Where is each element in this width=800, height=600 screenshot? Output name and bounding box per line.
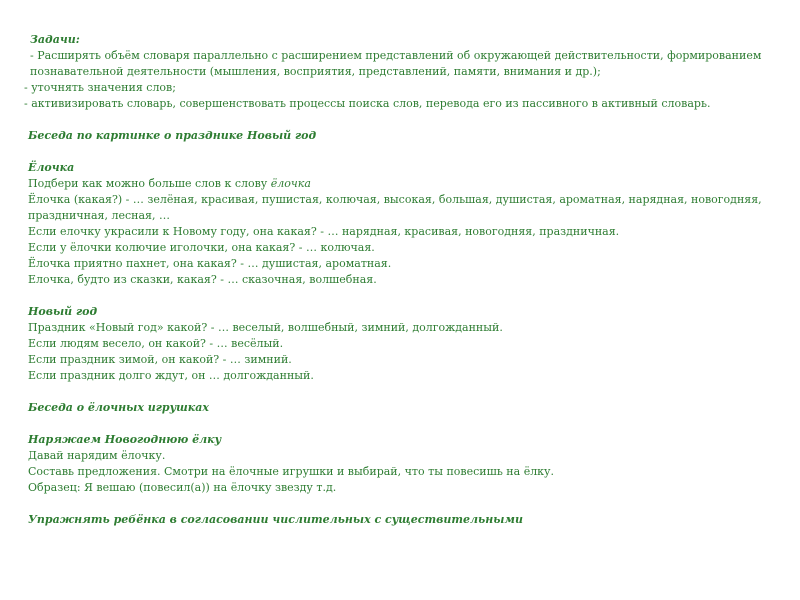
yolochka-prompt-word: ёлочка [270,177,311,190]
yolochka-prompt-text: Подбери как можно больше слов к слову [28,177,271,190]
newyear-heading: Новый год [28,305,98,318]
yolochka-line-1: Ёлочка (какая?) - … зелёная, красивая, пушистая, колючая, высокая, большая, душистая, ароматная, нарядная, новогодняя, [28,193,762,206]
tasks-heading: Задачи: [30,33,80,46]
tasks-item-2: - уточнять значения слов; [24,81,176,94]
section-heading-numerals: Упражнять ребёнка в согласовании числительных с существительными [28,513,523,526]
yolochka-line-6: Елочка, будто из сказки, какая? - … сказочная, волшебная. [28,273,377,286]
decorate-line-2: Составь предложения. Смотри на ёлочные игрушки и выбирай, что ты повесишь на ёлку. [28,465,555,478]
section-heading-ornaments: Беседа о ёлочных игрушках [28,401,209,414]
tasks-item-1-line-1: - Расширять объём словаря параллельно с расширением представлений об окружающей действительности, формированием [30,49,762,62]
yolochka-line-3: Если елочку украсили к Новому году, она какая? - … нарядная, красивая, новогодняя, праздничная. [28,225,620,238]
yolochka-line-5: Ёлочка приятно пахнет, она какая? - … душистая, ароматная. [28,257,392,270]
newyear-line-2: Если людям весело, он какой? - … весёлый. [28,337,284,350]
tasks-item-3: - активизировать словарь, совершенствовать процессы поиска слов, перевода его из пассивного в активный словарь. [24,97,711,110]
yolochka-prompt [24,176,764,192]
decorate-line-3: Образец: Я вешаю (повесил(а)) на ёлочку звезду т.д. [28,481,337,494]
yolochka-heading: Ёлочка [28,161,75,174]
document-body [24,32,764,528]
newyear-line-3: Если праздник зимой, он какой? - … зимний. [28,353,292,366]
newyear-line-4: Если праздник долго ждут, он … долгожданный. [28,369,314,382]
yolochka-line-2: праздничная, лесная, … [28,209,170,222]
newyear-line-1: Праздник «Новый год» какой? - … веселый, волшебный, зимний, долгожданный. [28,321,503,334]
section-heading-picture-talk: Беседа по картинке о празднике Новый год [28,129,317,142]
yolochka-line-4: Если у ёлочки колючие иголочки, она какая? - … колючая. [28,241,375,254]
decorate-line-1: Давай нарядим ёлочку. [28,449,166,462]
tasks-item-1-line-2: познавательной деятельности (мышления, восприятия, представлений, памяти, внимания и др.); [30,65,601,78]
decorate-heading: Наряжаем Новогоднюю ёлку [28,433,222,446]
